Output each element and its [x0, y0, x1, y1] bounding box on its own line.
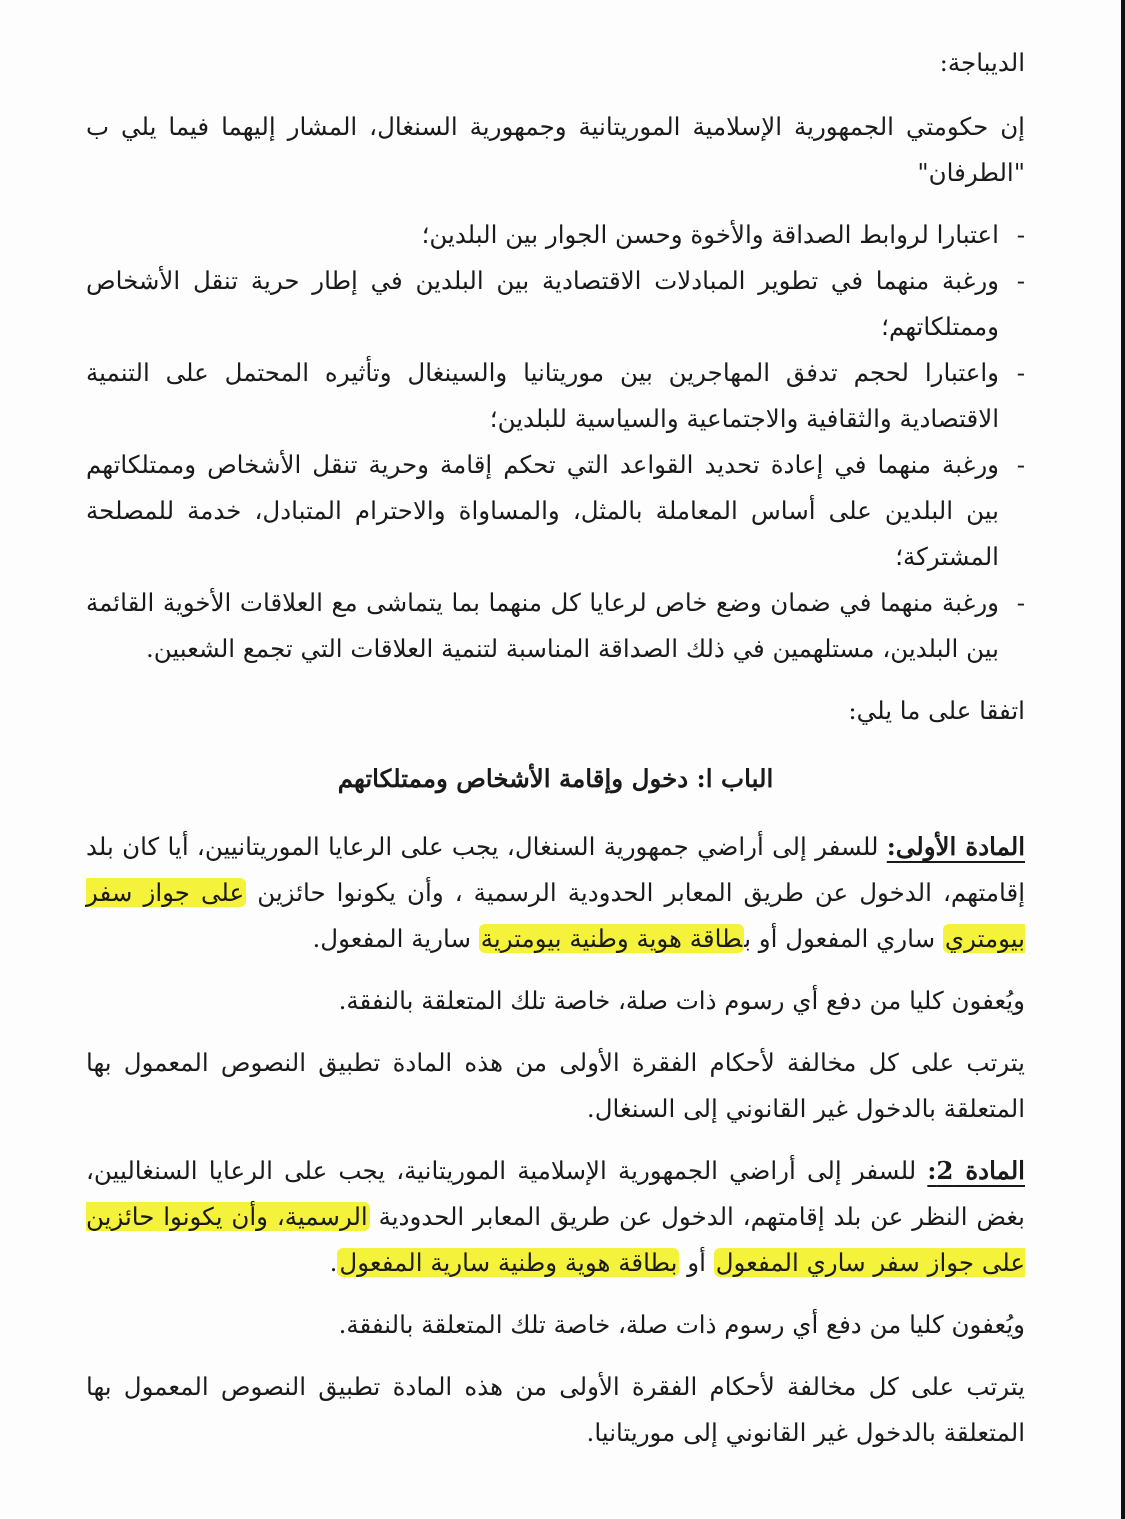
recital-text: واعتبارا لحجم تدفق المهاجرين بين موريتانيا والسينغال وتأثيره المحتمل على التنمية الاقتصادية والثقافية والاجتماعية والسياسية للبلدين؛ [86, 358, 999, 433]
recital-item [86, 442, 1025, 580]
bullet-dash: - [1016, 588, 1025, 617]
recital-text: ورغبة منهما في تطوير المبادلات الاقتصادية بين البلدين في إطار حرية تنقل الأشخاص وممتلكاتهم؛ [86, 266, 999, 341]
bullet-dash: - [1016, 220, 1025, 249]
recital-item [86, 580, 1025, 672]
recital-item [86, 212, 1025, 258]
article-1-violation: يترتب على كل مخالفة لأحكام الفقرة الأولى من هذه المادة تطبيق النصوص المعمول بها المتعلقة بالدخول غير القانوني إلى السنغال. [86, 1048, 1025, 1123]
article-2-violation: يترتب على كل مخالفة لأحكام الفقرة الأولى من هذه المادة تطبيق النصوص المعمول بها المتعلقة بالدخول غير القانوني إلى موريتانيا. [86, 1372, 1025, 1447]
intro-paragraph: إن حكومتي الجمهورية الإسلامية الموريتانية وجمهورية السنغال، المشار إليهما فيما يلي ب "الطرفان" [86, 112, 1025, 187]
article-2-text: . [329, 1248, 338, 1277]
article-2-label: المادة 2: [927, 1156, 1025, 1185]
recital-text: ورغبة منهما في ضمان وضع خاص لرعايا كل منهما بما يتماشى مع العلاقات الأخوية القائمة بين البلدين، مستلهمين في ذلك الصداقة المناسبة لتنمية العلاقات التي تجمع الشعبين. [86, 588, 999, 663]
article-1-label: المادة الأولى: [886, 832, 1026, 861]
preamble-title: الديباجة: [939, 48, 1025, 77]
highlight-official-crossing-passport: الرسمية، وأن يكونوا حائزين على جواز سفر ساري المفعول [86, 1202, 1025, 1277]
article-1-text: ساري المفعول أو ب [744, 924, 943, 953]
recital-text: ورغبة منهما في إعادة تحديد القواعد التي تحكم إقامة وحرية تنقل الأشخاص وممتلكاتهم بين البلدين على أساس المعاملة بالمثل، والمساواة والاحترام المتبادل، خدمة للمصلحة المشتركة؛ [86, 450, 999, 571]
article-2-text: أو [679, 1248, 714, 1277]
article-2-text: للسفر إلى أراضي الجمهورية الإسلامية الموريتانية، يجب على الرعايا السنغاليين، بغض النظر عن بلد إقامتهم، الدخول عن طريق المعابر الحدودية [86, 1156, 1025, 1231]
bullet-dash: - [1016, 358, 1025, 387]
recital-item [86, 258, 1025, 350]
article-1-paragraph [86, 824, 1025, 962]
highlight-passport: على جواز سفر بيومتري [86, 878, 1025, 953]
highlight-id-card: بطاقة هوية وطنية سارية المفعول [339, 1248, 678, 1277]
agreement-statement: اتفقا على ما يلي: [848, 696, 1025, 725]
chapter-title: الباب ا: دخول وإقامة الأشخاص وممتلكاتهم [337, 764, 774, 793]
highlight-id-card: طاقة هوية وطنية بيومترية [480, 924, 743, 953]
article-1-exemption: ويُعفون كليا من دفع أي رسوم ذات صلة، خاصة تلك المتعلقة بالنفقة. [338, 986, 1025, 1015]
recital-text: اعتبارا لروابط الصداقة والأخوة وحسن الجوار بين البلدين؛ [421, 220, 999, 249]
article-2-exemption: ويُعفون كليا من دفع أي رسوم ذات صلة، خاصة تلك المتعلقة بالنفقة. [338, 1310, 1025, 1339]
bullet-dash: - [1016, 266, 1025, 295]
article-1-text: سارية المفعول. [312, 924, 479, 953]
bullet-dash: - [1016, 450, 1025, 479]
recital-item [86, 350, 1025, 442]
document-body [86, 40, 1025, 1472]
article-2-paragraph [86, 1148, 1025, 1286]
article-1-text: للسفر إلى أراضي جمهورية السنغال، يجب على الرعايا الموريتانيين، أيا كان بلد إقامتهم، الدخول عن طريق المعابر الحدودية الرسمية ، وأن يكونوا حائزين [86, 832, 1025, 907]
recitals-list [86, 212, 1025, 672]
